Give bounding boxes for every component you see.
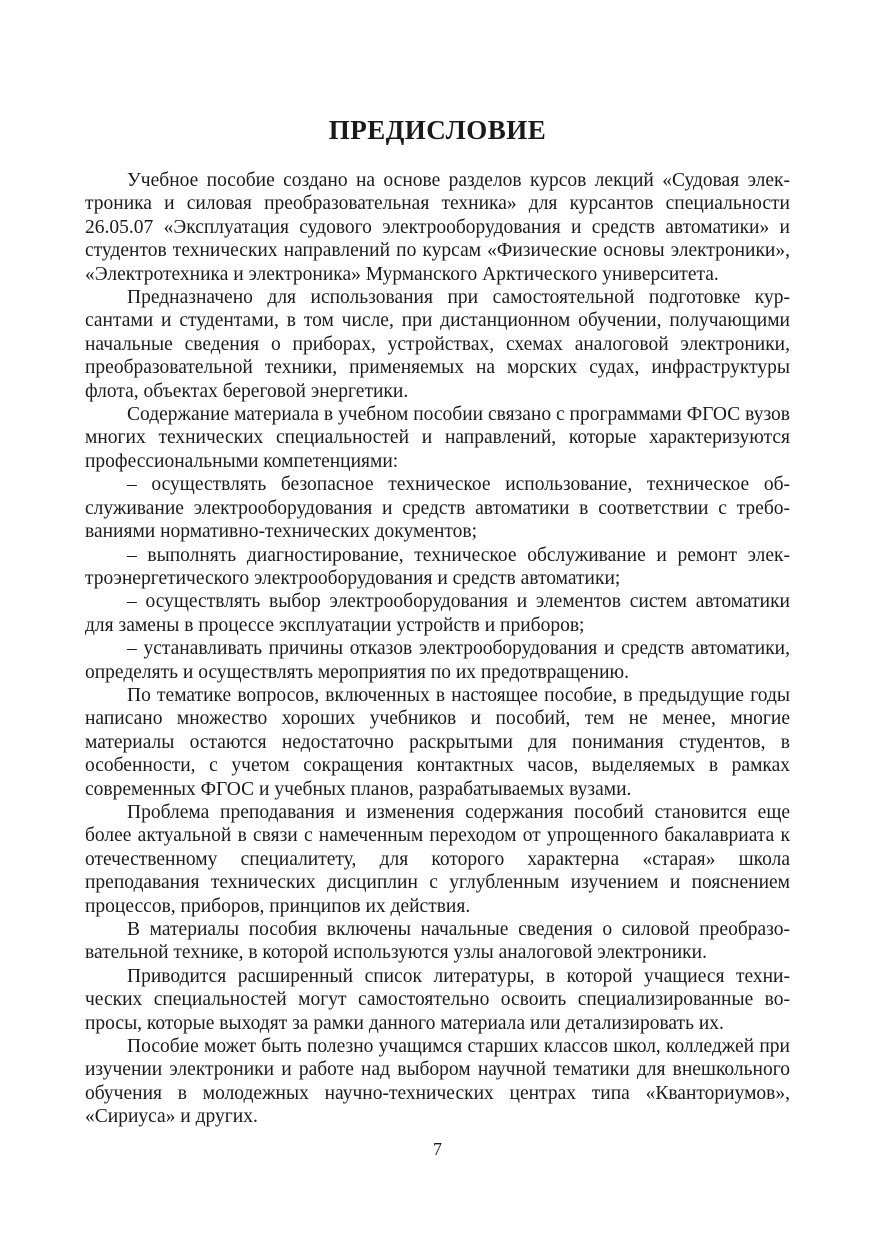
paragraph-intro: Учебное пособие создано на основе разделов курсов лекций «Судовая электроника и силовая преобразовательная техника» для курсантов специальности 26.05.07 «Эксплуатация судового электрооборудования и средств автоматики» и студентов технических направлений по курсам «Физические основы электроники», «Электротехника и электроника» Мурманского Арктического университета. bbox=[85, 170, 790, 285]
competence-item: – осуществлять безопасное техническое использование, техническое обслуживание электрооборудования и средств автоматики в соответствии с требованиями нормативно-технических документов; bbox=[85, 474, 790, 543]
paragraph-problem: Проблема преподавания и изменения содержания пособий становится еще более актуальной в связи с намеченным переходом от упрощенного бакалавриата к отечественному специалитету, для которого характерна «старая» школа преподавания технических дисциплин с углубленным изучением и пояснением процессов, приборов, принципов их действия. bbox=[85, 801, 790, 917]
paragraph-content: Содержание материала в учебном пособии связано с программами ФГОС вузов многих технических специальностей и направлений, которые характеризуются профессиональными компетенциями: bbox=[85, 404, 790, 472]
paragraph-purpose: Предназначено для использования при самостоятельной подготовке курсантами и студентами, в том числе, при дистанционном обучении, получающими начальные сведения о приборах, устройствах, схемах аналоговой электроники, преобразовательной техники, применяемых на морских судах, инфраструктуры флота, объектах береговой энергетики. bbox=[85, 287, 790, 402]
page-number: 7 bbox=[433, 1139, 442, 1159]
paragraph-textbooks: По тематике вопросов, включенных в настоящее пособие, в предыдущие годы написано множество хороших учебников и пособий, тем не менее, многие материалы остаются недостаточно раскрытыми для понимания студентов, в особенности, с учетом сокращения контактных часов, выделяемых в рамках современных ФГОС и учебных планов, разрабатываемых вузами. bbox=[85, 684, 790, 800]
document-page bbox=[85, 112, 790, 1129]
page-title: ПРЕДИСЛОВИЕ bbox=[328, 115, 547, 145]
competence-item: – осуществлять выбор электрооборудования и элементов систем автоматики для замены в процессе эксплуатации устройств и приборов; bbox=[85, 591, 790, 636]
competence-item: – выполнять диагностирование, техническое обслуживание и ремонт электроэнергетического электрооборудования и средств автоматики; bbox=[85, 544, 790, 589]
paragraph-materials: В материалы пособия включены начальные сведения о силовой преобразовательной технике, в которой используются узлы аналоговой электроники. bbox=[85, 919, 790, 964]
paragraph-audience: Пособие может быть полезно учащимся старших классов школ, колледжей при изучении электроники и работе над выбором научной тематики для внешкольного обучения в молодежных научно-технических центрах типа «Кванториумов», «Сириуса» и других. bbox=[85, 1036, 790, 1128]
competence-item: – устанавливать причины отказов электрооборудования и средств автоматики, определять и осуществлять мероприятия по их предотвращению. bbox=[85, 638, 790, 683]
paragraph-literature: Приводится расширенный список литературы, в которой учащиеся технических специальностей могут самостоятельно освоить специализированные вопросы, которые выходят за рамки данного материала или детализировать их. bbox=[85, 965, 790, 1034]
